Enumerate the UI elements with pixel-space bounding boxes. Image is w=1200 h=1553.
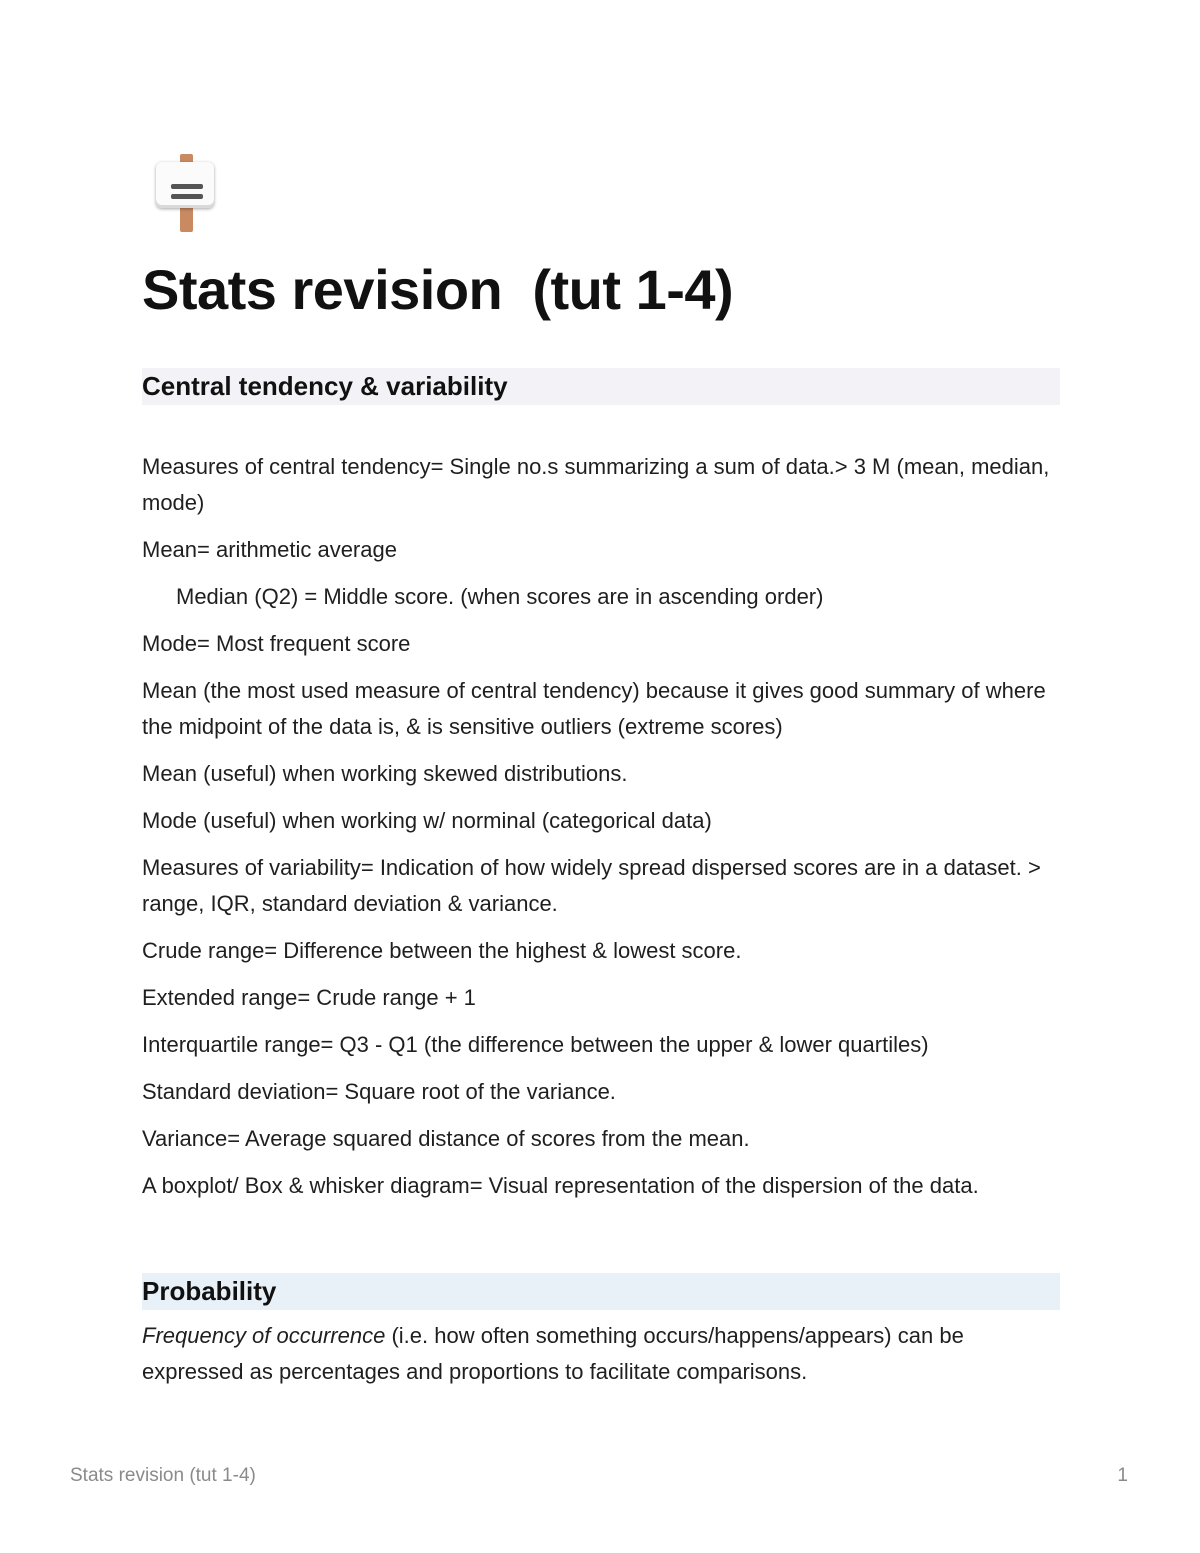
paragraph: Mean (the most used measure of central tendency) because it gives good summary of where the midpoint of the data is, & is sensitive outliers (extreme scores) — [142, 678, 1046, 739]
paragraph: Measures of central tendency= Single no.s summarizing a sum of data.> 3 M (mean, median, mode) — [142, 454, 1050, 515]
paragraph: Mean (useful) when working skewed distributions. — [142, 761, 628, 786]
paragraph: Mean= arithmetic average — [142, 537, 397, 562]
document-page — [142, 150, 1060, 1401]
paragraph: Standard deviation= Square root of the variance. — [142, 1079, 616, 1104]
page-number: 1 — [1117, 1465, 1128, 1486]
paragraph: A boxplot/ Box & whisker diagram= Visual representation of the dispersion of the data. — [142, 1173, 979, 1198]
paragraph-probability — [142, 1318, 1060, 1390]
paragraph: Measures of variability= Indication of how widely spread dispersed scores are in a dataset. > range, IQR, standard deviation & variance. — [142, 855, 1041, 916]
signpost-icon — [152, 150, 222, 236]
paragraph: Mode= Most frequent score — [142, 631, 411, 656]
paragraph-text: (i.e. how often something occurs/happens/appears) can be expressed as percentages and proportions to facilitate comparisons. — [142, 1323, 964, 1384]
section-heading-probability: Probability — [142, 1273, 1060, 1310]
section-body-central-tendency — [142, 449, 1060, 1204]
paragraph-indented: Median (Q2) = Middle score. (when scores are in ascending order) — [176, 584, 824, 609]
paragraph: Crude range= Difference between the highest & lowest score. — [142, 938, 742, 963]
paragraph: Variance= Average squared distance of scores from the mean. — [142, 1126, 750, 1151]
paragraph: Mode (useful) when working w/ norminal (categorical data) — [142, 808, 712, 833]
page-title: Stats revision (tut 1-4) — [142, 258, 734, 321]
section-heading-central-tendency: Central tendency & variability — [142, 368, 1060, 405]
paragraph: Interquartile range= Q3 - Q1 (the difference between the upper & lower quartiles) — [142, 1032, 929, 1057]
italic-term: Frequency of occurrence — [142, 1323, 386, 1348]
paragraph: Extended range= Crude range + 1 — [142, 985, 476, 1010]
footer-title: Stats revision (tut 1-4) — [70, 1465, 256, 1486]
